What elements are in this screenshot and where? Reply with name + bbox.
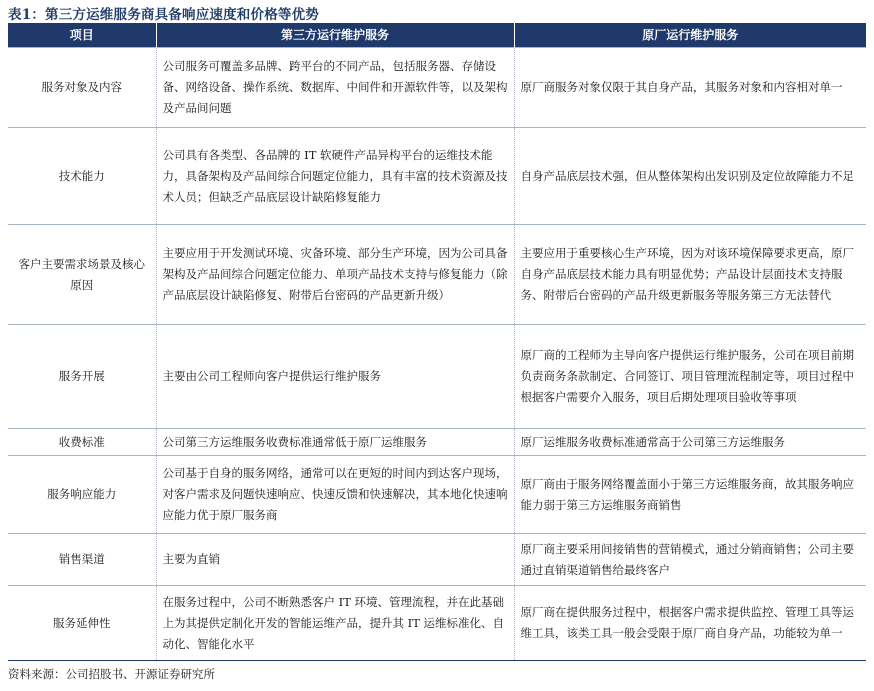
header-item: 项目 — [8, 23, 156, 48]
comparison-table — [8, 23, 866, 661]
table-row — [8, 534, 866, 586]
row-third-party: 公司具有各类型、各品牌的 IT 软硬件产品异构平台的运维技术能力，具备架构及产品间综合问题定位能力，具有丰富的技术资源及技术人员；但缺乏产品底层设计缺陷修复能力 — [156, 128, 514, 225]
header-third-party: 第三方运行维护服务 — [156, 23, 514, 48]
table-row — [8, 128, 866, 225]
table-row — [8, 325, 866, 429]
row-item: 客户主要需求场景及核心原因 — [8, 225, 156, 325]
row-oem: 原厂商在提供服务过程中，根据客户需求提供监控、管理工具等运维工具，该类工具一般会受限于原厂商自身产品，功能较为单一 — [514, 586, 866, 661]
row-item: 收费标准 — [8, 429, 156, 456]
row-oem: 原厂商服务对象仅限于其自身产品，其服务对象和内容相对单一 — [514, 48, 866, 128]
table-row — [8, 456, 866, 534]
row-third-party: 公司基于自身的服务网络，通常可以在更短的时间内到达客户现场，对客户需求及问题快速响应、快速反馈和快速解决，其本地化快速响应能力优于原厂服务商 — [156, 456, 514, 534]
comparison-table-container — [8, 23, 866, 661]
row-third-party: 主要应用于开发测试环境、灾备环境、部分生产环境，因为公司具备架构及产品间综合问题定位能力、单项产品技术支持与修复能力（除产品底层设计缺陷修复、附带后台密码的产品更新升级） — [156, 225, 514, 325]
row-item: 服务响应能力 — [8, 456, 156, 534]
row-third-party: 主要由公司工程师向客户提供运行维护服务 — [156, 325, 514, 429]
row-oem: 原厂商由于服务网络覆盖面小于第三方运维服务商，故其服务响应能力弱于第三方运维服务商销售 — [514, 456, 866, 534]
row-item: 服务开展 — [8, 325, 156, 429]
table-title: 表1：第三方运维服务商具备响应速度和价格等优势 — [8, 7, 319, 23]
row-item: 技术能力 — [8, 128, 156, 225]
source-note: 资料来源：公司招股书、开源证券研究所 — [8, 667, 215, 681]
row-item: 销售渠道 — [8, 534, 156, 586]
row-oem: 主要应用于重要核心生产环境，因为对该环境保障要求更高，原厂自身产品底层技术能力具有明显优势；产品设计层面技术支持服务、附带后台密码的产品升级更新服务等服务第三方无法替代 — [514, 225, 866, 325]
row-item: 服务对象及内容 — [8, 48, 156, 128]
row-item: 服务延伸性 — [8, 586, 156, 661]
table-row — [8, 48, 866, 128]
table-row — [8, 586, 866, 661]
row-oem: 自身产品底层技术强，但从整体架构出发识别及定位故障能力不足 — [514, 128, 866, 225]
table-row — [8, 225, 866, 325]
table-header-row — [8, 23, 866, 48]
table-row — [8, 429, 866, 456]
header-oem: 原厂运行维护服务 — [514, 23, 866, 48]
row-oem: 原厂商主要采用间接销售的营销模式，通过分销商销售；公司主要通过直销渠道销售给最终客户 — [514, 534, 866, 586]
row-third-party: 主要为直销 — [156, 534, 514, 586]
row-third-party: 在服务过程中，公司不断熟悉客户 IT 环境、管理流程，并在此基础上为其提供定制化开发的智能运维产品，提升其 IT 运维标准化、自动化、智能化水平 — [156, 586, 514, 661]
row-third-party: 公司第三方运维服务收费标准通常低于原厂运维服务 — [156, 429, 514, 456]
row-third-party: 公司服务可覆盖多品牌、跨平台的不同产品，包括服务器、存储设备、网络设备、操作系统、数据库、中间件和开源软件等，以及架构及产品间问题 — [156, 48, 514, 128]
row-oem: 原厂商的工程师为主导向客户提供运行维护服务，公司在项目前期负责商务条款制定、合同签订、项目管理流程制定等，项目过程中根据客户需要介入服务，项目后期处理项目验收等事项 — [514, 325, 866, 429]
row-oem: 原厂运维服务收费标准通常高于公司第三方运维服务 — [514, 429, 866, 456]
